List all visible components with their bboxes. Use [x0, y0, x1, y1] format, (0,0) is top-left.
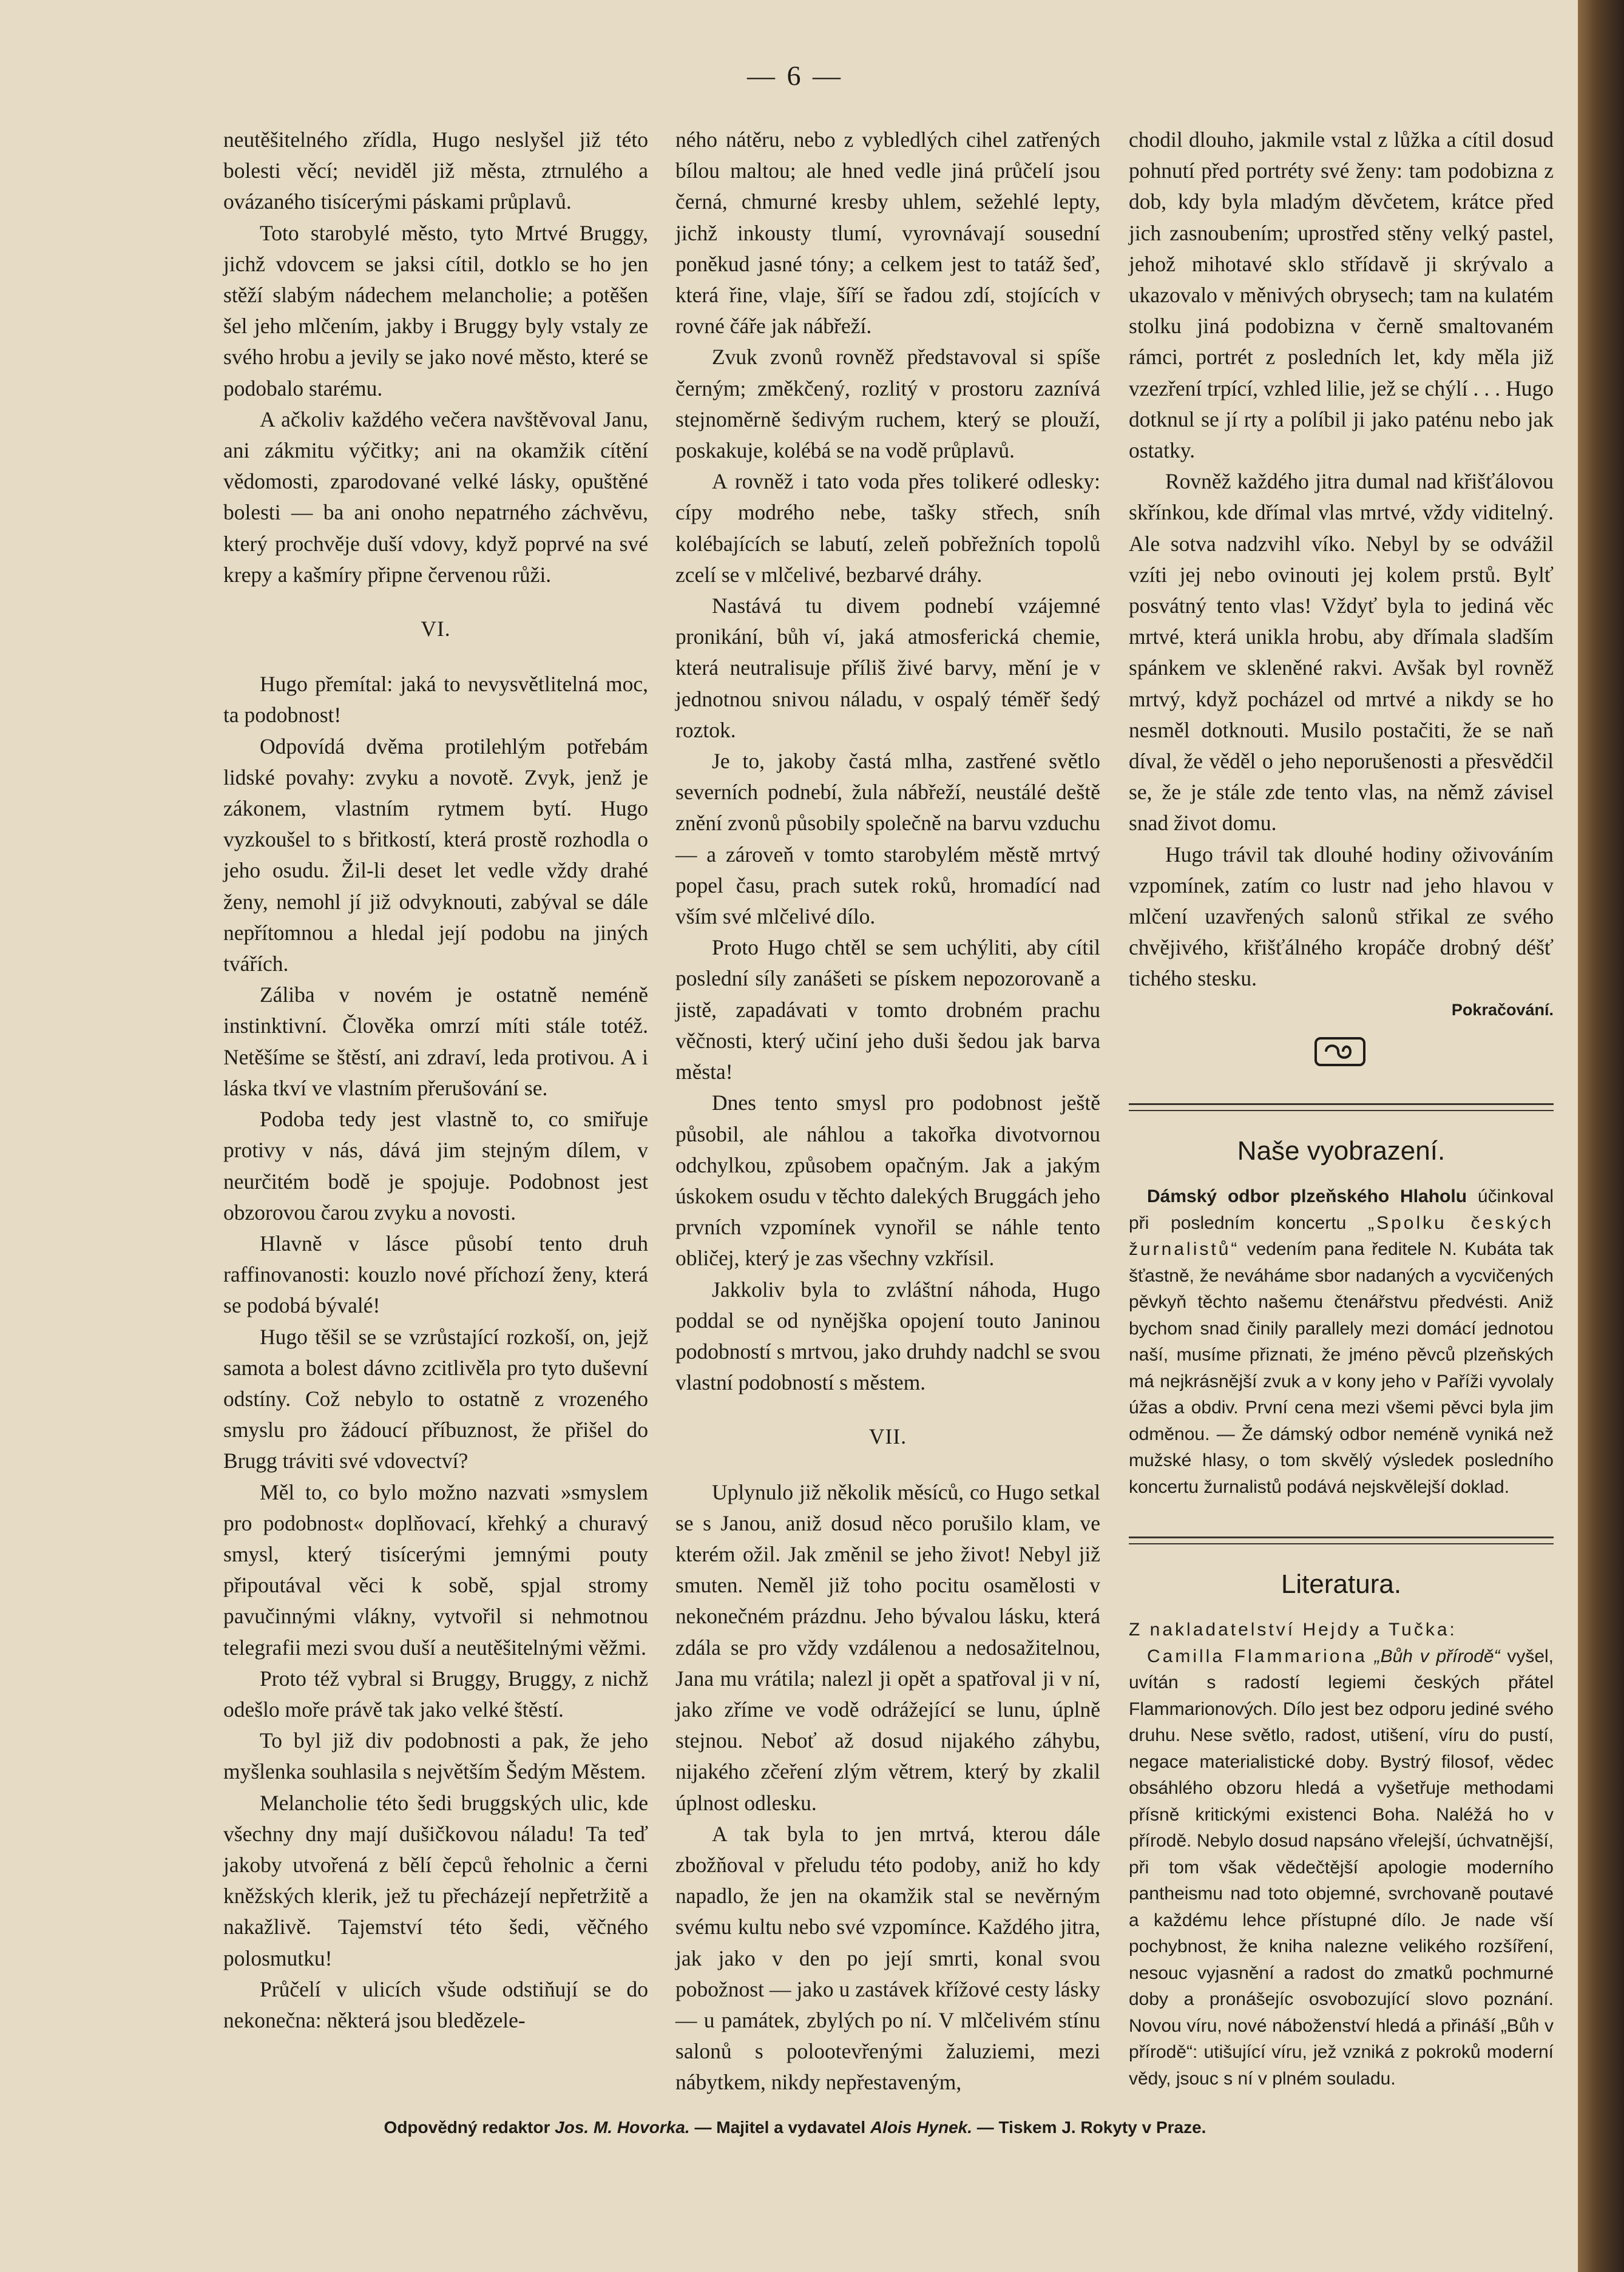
page-number: — 6 —	[747, 60, 843, 91]
paragraph: Průčelí v ulicích všude odstiňují se do nekonečna: některá jsou bledězele-	[223, 1976, 648, 2032]
section-divider	[1129, 1103, 1554, 1111]
paragraph: Toto starobylé město, tyto Mrtvé Bruggy, jichž vdovcem se jaksi cítil, dotklo se ho jen stěží slabým nádechem melancholie; a potěšen šel jeho mlčením, jakby i Bruggy byly vstaly ze svého hrobu a jevily se jako nové město, které se podobalo starému.	[223, 220, 648, 401]
paragraph: Rovněž každého jitra dumal nad křišťálovou skřínkou, kde dřímal vlas mrtvé, vždy viditelný. Ale sotva nadzvihl víko. Nebyl by se odvážil vzíti jej nebo ovinouti jej kolem prstů. Bylť posvátný tento vlas! Vždyť byla to jediná věc mrtvé, která unikla hrobu, aby dřímala sladším spánkem ve skleněné rakvi. Avšak byl rovněž mrtvý, když pocházel od mrtvé a nikdy se ho nesměl dotknouti. Musilo postačiti, že se naň díval, že věděl o jeho neporušenosti a přesvědčil se, že je stále zde tento vlas, na němž závisel snad život domu.	[1129, 469, 1554, 836]
editor-name: Jos. M. Hovorka.	[555, 2118, 690, 2137]
section-title: Literatura.	[1281, 1569, 1402, 1600]
owner-name: Alois Hynek.	[870, 2118, 972, 2137]
chapter-heading: VII.	[868, 1424, 907, 1449]
footer-label: Odpovědný redaktor	[384, 2118, 550, 2137]
paragraph: Nastává tu divem podnebí vzájemné pronikání, bůh ví, jaká atmosferická chemie, která neutralisuje příliš živé barvy, mění je v jednotnou snivou náladu, v ospalý téměř šedý roztok.	[675, 593, 1100, 742]
footer-label: — Tiskem J. Rokyty v Praze.	[976, 2118, 1206, 2137]
column-middle	[675, 124, 1100, 2098]
publisher-line: Z nakladatelství Hejdy a Tučka:	[1129, 1620, 1457, 1640]
paragraph: neutěšitelného zřídla, Hugo neslyšel již této bolesti věcí; neviděl již města, ztrnulého a ovázaného tisícerými páskami průplavů.	[223, 127, 648, 214]
column-left	[223, 124, 648, 2036]
ornament-icon	[1314, 1036, 1366, 1067]
section-title: Naše vyobrazení.	[1237, 1135, 1446, 1166]
choir-name: Dámský odbor plzeňského Hlaholu	[1147, 1186, 1467, 1207]
column-right	[1129, 124, 1554, 2092]
section-body	[1129, 1183, 1554, 1500]
paragraph: Hlavně v lásce působí tento druh raffinovanosti: kouzlo nové příchozí ženy, která se podobá bývalé!	[223, 1231, 648, 1318]
paragraph: Hugo těšil se se vzrůstající rozkoší, on, jejž samota a bolest dávno zcitlivěla pro tyto duševní odstíny. Což nebylo to ostatně z vrozeného smyslu pro žádoucí příbuznost, že přišel do Brugg tráviti své vdovectví?	[223, 1324, 648, 1473]
text-run: účinkoval při posledním koncertu	[1129, 1186, 1554, 1233]
paragraph: ného nátěru, nebo z vybledlých cihel zatřených bílou maltou; ale hned vedle jiná průčelí jsou černá, chmurné kresby uhlem, sežehlé lepty, jichž inkousty tlumí, vyrovnávají sousední poněkud jasné tóny; a celkem jest to tatáž šeď, která řine, vlaje, šíří se řadou zdí, stojících v rovné čáře jak nábřeží.	[675, 127, 1100, 339]
paragraph: Odpovídá dvěma protilehlým potřebám lidské povahy: zvyku a novotě. Zvyk, jenž je zákonem, vlastním rytmem bytí. Hugo vyzkoušel to s břitkostí, která prostě rozhodla o jeho osudu. Žil-li deset let vedle vždy drahé ženy, nemohl jí již odvyknouti, zabýval se dále nepřítomnou a hledal její podobu na jiných tvářích.	[223, 734, 648, 976]
paragraph: chodil dlouho, jakmile vstal z lůžka a cítil dosud pohnutí před portréty své ženy: tam podobizna z dob, kdy byla mladým děvčetem, krátce před jich zasnoubením; uprostřed stěny velký pastel, jehož mihotavé sklo střídavě ji skrývalo a ukazovalo v měnivých obrysech; tam na kulatém stolku jiná podobizna v černě smaltovaném rámci, portrét z posledních let, kdy měla již vzezření trpící, vzhled lilie, jež se chýlí . . . Hugo dotknul se jí rty a políbil ji jako paténu nebo jak ostatky.	[1129, 127, 1554, 463]
paragraph: Hugo trávil tak dlouhé hodiny oživováním vzpomínek, zatím co lustr nad jeho hlavou v mlčení uzavřených salonů střikal ze svého chvějivého, křišťálného kropáče drobný déšť tichého stesku.	[1129, 842, 1554, 991]
paragraph: Proto též vybral si Bruggy, Bruggy, z nichž odešlo moře právě tak jako velké štěstí.	[223, 1666, 648, 1722]
paragraph: Záliba v novém je ostatně neméně instinktivní. Člověka omrzí míti stále totéž. Netěšíme se štěstí, ani zdraví, leda protivou. A i láska tkví ve vlastním přerušování se.	[223, 982, 648, 1100]
paragraph: Jakkoliv byla to zvláštní náhoda, Hugo poddal se od nynějška opojení touto Janinou podobností s mrtvou, jako druhdy nadchl se svou vlastní podobností s městem.	[675, 1277, 1100, 1395]
paragraph: Uplynulo již několik měsíců, co Hugo setkal se s Janou, aniž dosud něco porušilo klam, ve kterém ožil. Jak změnil se jeho život! Nebyl již smuten. Neměl již toho pocitu osamělosti v nekonečném prázdnu. Jeho bývalou lásku, která zdála se pro vždy vzdálenou a nedosažitelnou, Jana mu vrátila; nalezl ji opět a spatřoval ji v ní, jako zříme ve vodě odrážející se lunu, úplně stejnou. Neboť až dosud nijakého záhybu, nijakého zčeření zlým větrem, který by zkalil úplnost odlesku.	[675, 1479, 1100, 1815]
paragraph: A ačkoliv každého večera navštěvoval Janu, ani zákmitu výčitky; ani na okamžik cítění vědomosti, zparodované velké lásky, opuštěné bolesti — ba ani onoho nepatrného záchvěvu, který prochvěje duší vdovy, když poprvé na své krepy a kašmíry připne červenou růži.	[223, 407, 648, 587]
section-body	[1129, 1617, 1554, 2092]
book-spine-edge	[1578, 0, 1624, 2272]
society-name: „Spolku českých žurnalistů“	[1129, 1212, 1554, 1260]
paragraph: Melancholie této šedi bruggských ulic, kde všechny dny mají dušičkovou náladu! Ta teď jakoby utvořená z bělí čepců řeholnic a černi kněžských klerik, jež tu přecházejí nepřetržitě a nakažlivě. Tajemství této šedi, věčného polosmutku!	[223, 1790, 648, 1970]
text-run: vedením pana ředitele N. Kubáta tak šťastně, že neváháme sbor nadaných a vycvičených pěvkyň těchto našemu čtenářstvu předvésti. Aniž bychom snad činily parallely mezi domácí jednotou naší, musíme přiznati, že jméno pěvců plzeňských má nejkrásnější zvuk a v kony jeho v Paříži vyvolaly úžas a obdiv. První cena mezi všemi pěvci byla jim odměnou. — Že dámský odbor neméně vyniká než mužské hlasy, o tom skvělý výsledek posledního koncertu žurnalistů podává nejskvělejší doklad.	[1129, 1239, 1554, 1497]
paragraph: Je to, jakoby častá mlha, zastřené světlo severních podnebí, žula nábřeží, neustálé deště znění zvonů působily společně na barvu vzduchu — a zároveň v tomto starobylém městě mrtvý popel času, prach sutek roků, hromadící nad vším své mlčelivé dílo.	[675, 749, 1100, 929]
paragraph: A tak byla to jen mrtvá, kterou dále zbožňoval v přeludu této podoby, aniž ho kdy napadlo, že jen na okamžik stal se nevěrným svému kultu nebo své vzpomínce. Každého jitra, jak jako v den po její smrti, konal svou pobožnost — jako u zastávek křížové cesty lásky — u památek, zbylých po ní. V mlčelivém stínu salonů s polootevřenými žaluziemi, mezi nábytkem, nikdy nepřestaveným,	[675, 1821, 1100, 2095]
paragraph: A rovněž i tato voda přes tolikeré odlesky: cípy modrého nebe, tašky střech, sníh kolébajících se labutí, zeleň pobřežních topolů zcelí se v mlčelivé, bezbarvé dráhy.	[675, 469, 1100, 587]
paragraph: Hugo přemítal: jaká to nevysvětlitelná moc, ta podobnost!	[223, 672, 648, 728]
paragraph: Měl to, co bylo možno nazvati »smyslem pro podobnost« doplňovací, křehký a churavý smysl, který tisícerými jemnými pouty připoutával věci k sobě, spjal stromy pavučinnými vlákny, vytvořil si nehmotnou telegrafii mezi svou duší a neutěšitelnými věžmi.	[223, 1479, 648, 1660]
paragraph: Dnes tento smysl pro podobnost ještě působil, ale náhlou a takořka divotvornou odchylkou, způsobem opačným. Jak a jakým úskokem osudu v těchto dalekých Bruggách jeho prvních vzpomínek vynořil se náhle tento obličej, který je zas všechny vzkřísil.	[675, 1090, 1100, 1271]
paragraph: Proto Hugo chtěl se sem uchýliti, aby cítil poslední síly zanášeti se pískem nepozorovaně a jistě, zapadávati v tomto drobném prachu věčnosti, který učiní jeho duši šedou jak barva města!	[675, 935, 1100, 1084]
book-title: „Bůh v přírodě“	[1374, 1646, 1500, 1666]
section-divider	[1129, 1537, 1554, 1544]
imprint-footer	[0, 2118, 1590, 2137]
chapter-heading: VI.	[421, 617, 451, 641]
paragraph: Zvuk zvonů rovněž představoval si spíše černým; změkčený, rozlitý v prostoru zaznívá stejnoměrně šedivým ruchem, který se plouží, poskakuje, kolébá se na vodě průplavů.	[675, 345, 1100, 463]
footer-label: — Majitel a vydavatel	[694, 2118, 866, 2137]
paragraph: To byl již div podobnosti a pak, že jeho myšlenka souhlasila s největším Šedým Městem.	[223, 1728, 648, 1784]
paragraph: Podoba tedy jest vlastně to, co smiřuje protivy v nás, dává jim stejným dílem, v neurčitém bodě je spojuje. Podobnost jest obzorovou čarou zvyku a novosti.	[223, 1107, 648, 1225]
text-run: vyšel, uvítán s radostí legiemi českých přátel Flammarionových. Dílo jest bez odporu jediné svého druhu. Nese světlo, radost, utišení, víru do pustí, negace materialistické doby. Bystrý filosof, vědec obsáhlého obzoru hledá a vyšetřuje methodami přísně kritickými existenci Boha. Naléžá ho v přírodě. Nebylo dosud napsáno vřelejší, úchvatnější, při tom však vědečtější apologie moderního pantheismu nad toto objemné, svrchovaně poutavé a každému lehce přístupné dílo. Je nade vší pochybnost, že kniha nalezne velikého rozšíření, nesouc vyjasnění a radost do zmatků pochmurné doby a pronášejíc osvobozující slovo poznání. Novou víru, nové náboženství hledá a přináší „Bůh v přírodě“: utišující víru, jež vzniká z pokroků moderní vědy, jsouc s ní v plném souladu.	[1129, 1646, 1554, 2089]
author-name: Camilla Flammariona	[1147, 1646, 1367, 1666]
continued-note: Pokračování.	[1451, 1000, 1554, 1019]
